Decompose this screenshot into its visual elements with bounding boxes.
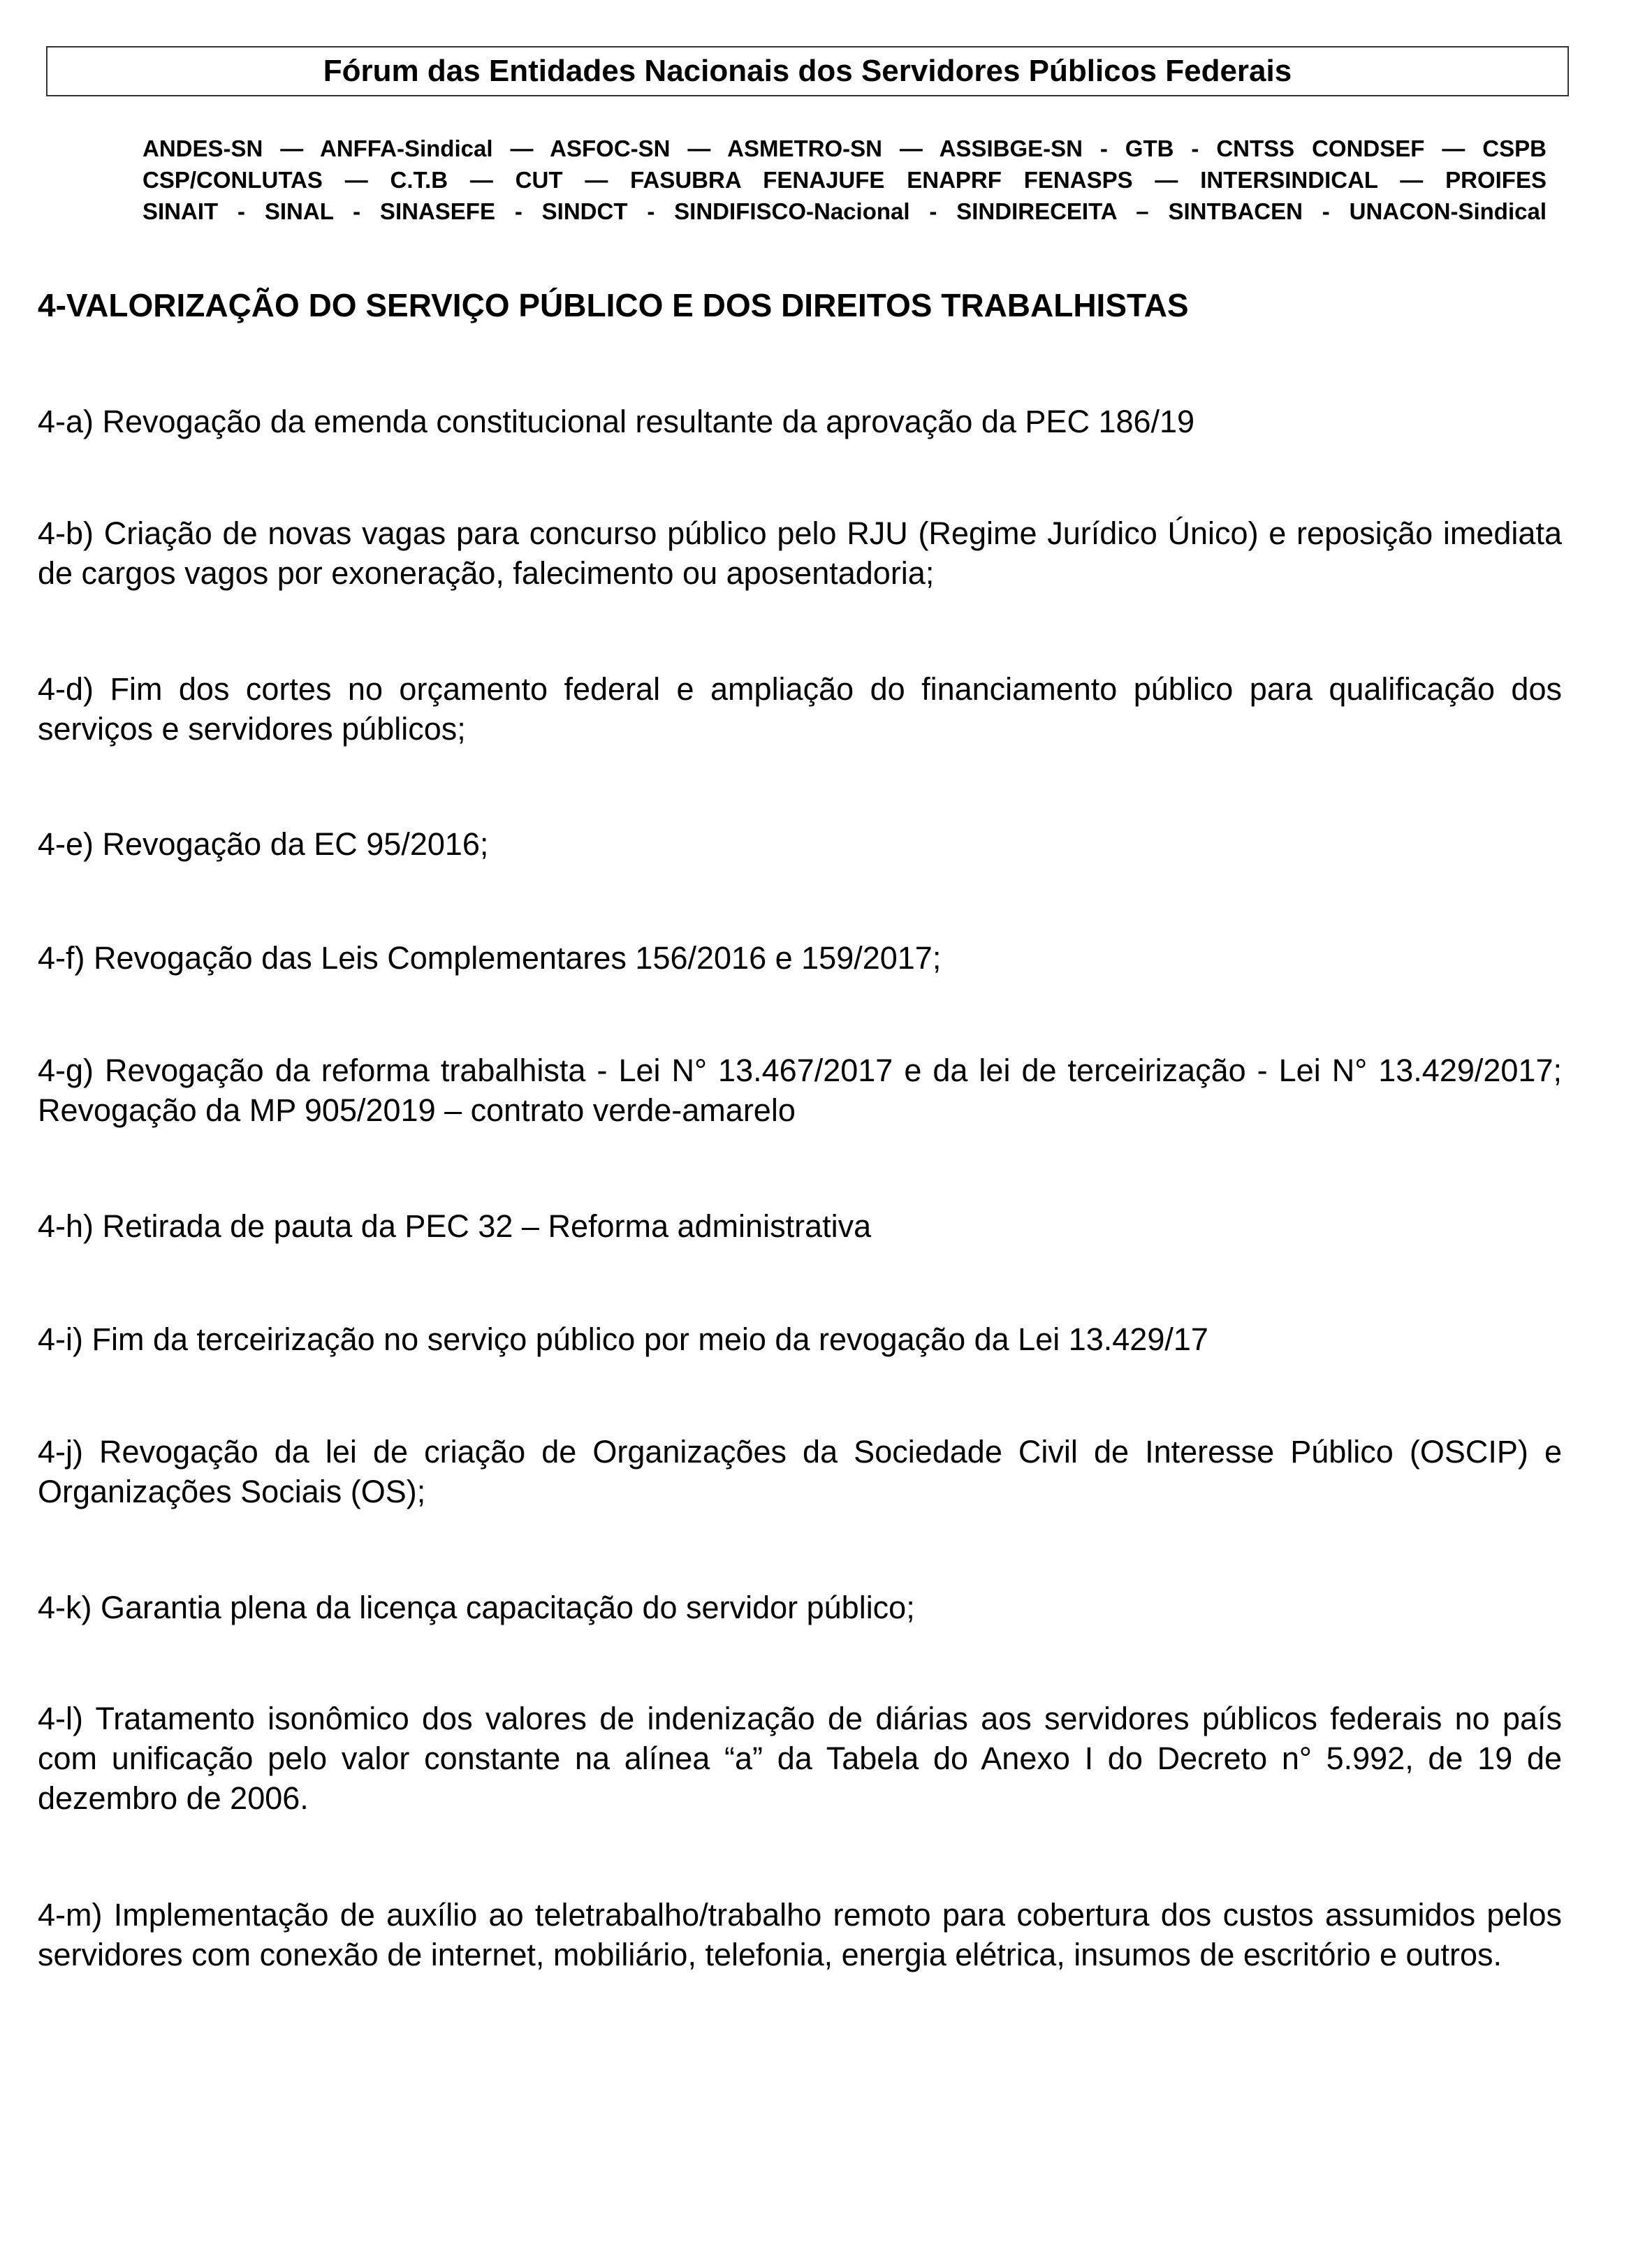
item-4m: 4-m) Implementação de auxílio ao teletrabalho/trabalho remoto para cobertura dos custos assumidos pelos servidores com conexão de internet, mobiliário, telefonia, energia elétrica, insumos de escritório e outros. (38, 1897, 1562, 1972)
item-4l: 4-l) Tratamento isonômico dos valores de indenização de diárias aos servidores públicos federais no país com unificação pelo valor constante na alínea “a” da Tabela do Anexo I do Decreto n° 5.992, de 19 de dezembro de 2006. (38, 1701, 1562, 1816)
organizations-line: ANDES-SN — ANFFA-Sindical — ASFOC-SN — ASMETRO-SN — ASSIBGE-SN - GTB - CNTSS CONDSEF — CSPB (142, 135, 1547, 161)
item-4k: 4-k) Garantia plena da licença capacitação do servidor público; (38, 1590, 915, 1625)
item-4f: 4-f) Revogação das Leis Complementares 156/2016 e 159/2017; (38, 940, 942, 976)
organizations-list (142, 133, 1547, 227)
item-4e: 4-e) Revogação da EC 95/2016; (38, 826, 489, 862)
organizations-line: CSP/CONLUTAS — C.T.B — CUT — FASUBRA FENAJUFE ENAPRF FENASPS — INTERSINDICAL — PROIFES (142, 167, 1547, 193)
item-4j: 4-j) Revogação da lei de criação de Organizações da Sociedade Civil de Interesse Público (OSCIP) e Organizações Sociais (OS); (38, 1434, 1562, 1509)
item-4a: 4-a) Revogação da emenda constitucional resultante da aprovação da PEC 186/19 (38, 404, 1195, 439)
item-4d: 4-d) Fim dos cortes no orçamento federal e ampliação do financiamento público para qualificação dos serviços e servidores públicos; (38, 671, 1562, 747)
organizations-line: SINAIT - SINAL - SINASEFE - SINDCT - SINDIFISCO-Nacional - SINDIRECEITA – SINTBACEN - UNACON-Sindical (142, 198, 1547, 224)
item-4i: 4-i) Fim da terceirização no serviço público por meio da revogação da Lei 13.429/17 (38, 1321, 1208, 1357)
item-4b: 4-b) Criação de novas vagas para concurso público pelo RJU (Regime Jurídico Único) e reposição imediata de cargos vagos por exoneração, falecimento ou aposentadoria; (38, 515, 1562, 591)
section-title: 4-VALORIZAÇÃO DO SERVIÇO PÚBLICO E DOS DIREITOS TRABALHISTAS (38, 287, 1189, 323)
forum-title: Fórum das Entidades Nacionais dos Servidores Públicos Federais (323, 54, 1292, 88)
header-box (46, 46, 1569, 96)
item-4h: 4-h) Retirada de pauta da PEC 32 – Reforma administrativa (38, 1208, 872, 1244)
item-4g: 4-g) Revogação da reforma trabalhista - Lei N° 13.467/2017 e da lei de terceirização - Lei N° 13.429/2017; Revogação da MP 905/2019 – contrato verde-amarelo (38, 1053, 1562, 1128)
